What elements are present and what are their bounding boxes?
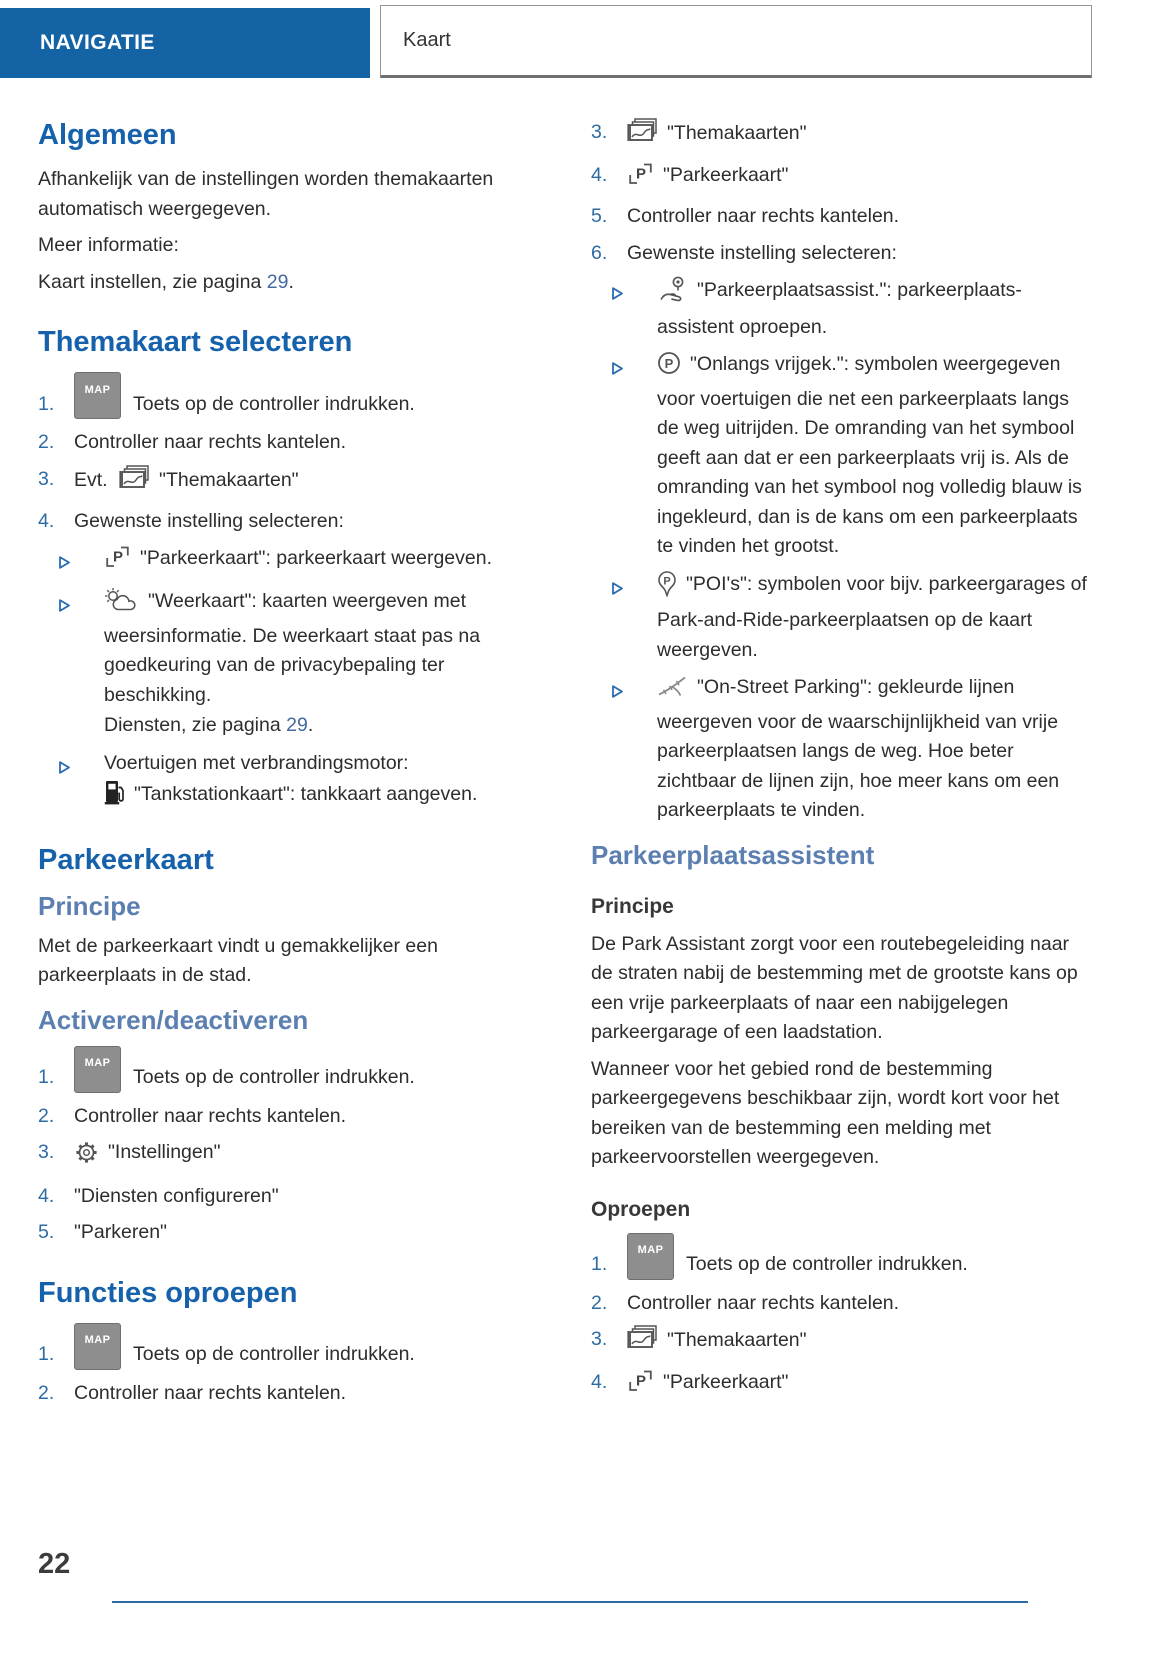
list-item-text: Gewenste instelling selecteren:: [627, 241, 897, 264]
on-street-parking-icon: [657, 674, 688, 708]
list-number: 3.: [591, 1328, 608, 1350]
paragraph-text: Diensten, zie pagina: [104, 714, 287, 736]
sub-item-body: [657, 570, 1088, 666]
list-item-text: Toets op de controller indrukken.: [686, 1253, 968, 1275]
list-item: [591, 239, 1088, 269]
list-number: 5.: [38, 1221, 55, 1243]
list-item-text: "Themakaarten": [667, 1329, 807, 1351]
list-item: [38, 1218, 535, 1248]
list-number: 4.: [38, 510, 55, 532]
weather-map-icon: [104, 587, 139, 622]
page-number: 22: [38, 1548, 71, 1580]
paragraph-text: .: [307, 714, 314, 736]
list-item: [38, 1379, 535, 1409]
heading-functies-oproepen: Functies oproepen: [38, 1276, 298, 1309]
list-number: 4.: [38, 1184, 55, 1207]
list-number: 4.: [591, 163, 608, 186]
list-number: 1.: [591, 1253, 608, 1275]
list-item-text: Gewenste instelling selecteren:: [74, 510, 344, 532]
list-item: [38, 1102, 535, 1132]
section-tab: [0, 8, 370, 78]
theme-maps-icon: [119, 465, 150, 501]
svg-text:P: P: [636, 1372, 647, 1389]
list-item-text: Controller naar rechts kantelen.: [74, 1381, 347, 1404]
list-item-text: "Parkeren": [74, 1221, 167, 1243]
triangle-marker-icon: [611, 275, 657, 342]
list-item-text: Controller naar rechts kantelen.: [74, 431, 347, 453]
list-item-text: Toets op de controller indrukken.: [133, 1343, 415, 1365]
list-number: 3.: [591, 121, 608, 143]
heading-parkeerkaart: Parkeerkaart: [38, 843, 214, 876]
triangle-marker-icon: [611, 673, 657, 826]
list-number: 2.: [591, 1291, 608, 1314]
triangle-marker-icon: [58, 749, 104, 815]
triangle-marker-icon: [611, 350, 657, 562]
list-number: 1.: [38, 392, 55, 415]
sub-list-item: [38, 544, 535, 580]
list-number: 2.: [38, 431, 55, 453]
list-item: [38, 1182, 535, 1212]
svg-text:P: P: [113, 548, 124, 565]
list-number: 3.: [38, 467, 55, 490]
sub-list-item: [591, 570, 1088, 666]
svg-text:P: P: [664, 355, 674, 371]
list-item: [38, 428, 535, 458]
list-number: 5.: [591, 205, 608, 227]
sub-item-text: "Parkeerplaatsassist.": parkeerplaatsassistent oproepen.: [657, 279, 1022, 338]
map-button-icon: MAP: [74, 1323, 121, 1370]
sub-item-note: [104, 711, 535, 741]
sub-item-text: "Weerkaart": kaarten weergeven met weersinformatie. De weerkaart staat pas na goedkeuring van de privacybepaling ter beschikking.: [104, 590, 481, 706]
triangle-marker-icon: [58, 587, 104, 741]
page-link[interactable]: 29: [286, 714, 308, 736]
list-number: 1.: [38, 1066, 55, 1088]
sub-list-item: [591, 275, 1088, 342]
recently-vacated-icon: [657, 351, 681, 385]
sub-item-note: [104, 779, 535, 815]
park-assist-icon: [657, 275, 688, 313]
parking-map-icon: [627, 1368, 654, 1403]
list-item-text: "Themakaarten": [159, 468, 299, 491]
paragraph: [38, 268, 535, 298]
list-item-text: Controller naar rechts kantelen.: [627, 1291, 900, 1314]
list-item: [38, 1323, 535, 1370]
chapter-label: Kaart: [403, 29, 451, 51]
sub-item-body: [657, 275, 1088, 342]
map-button-icon: MAP: [627, 1233, 674, 1280]
list-number: 1.: [38, 1343, 55, 1365]
list-item: [38, 507, 535, 537]
list-number: 3.: [38, 1141, 55, 1163]
paragraph: Meer informatie:: [38, 234, 179, 256]
parking-map-icon: [627, 161, 654, 196]
list-item: [591, 118, 1088, 154]
list-item: [591, 1368, 1088, 1403]
gear-icon: [74, 1140, 99, 1175]
list-item: [591, 1325, 1088, 1361]
heading-principe: Principe: [38, 890, 141, 921]
list-item-text: "Parkeerkaart": [663, 1370, 789, 1393]
list-number: 6.: [591, 241, 608, 264]
sub-item-body: [104, 544, 535, 580]
poi-pin-icon: [657, 571, 677, 607]
paragraph: De Park Assistant zorgt voor een routebegeleiding naar de straten nabij de bestemming met de grootste kans op een vrije parkeerplaats of naar een nabijgelegen parkeergarage of een laadstation.: [591, 932, 1078, 1043]
right-column: [591, 112, 1088, 1409]
sub-item-text: "Tankstationkaart": tankkaart aangeven.: [134, 783, 478, 805]
paragraph-text: Kaart instellen, zie pagina: [38, 270, 267, 293]
heading-themakaart-selecteren: Themakaart selecteren: [38, 326, 353, 358]
chapter-box: [380, 5, 1092, 78]
sub-list-item: [591, 350, 1088, 562]
svg-text:P: P: [636, 165, 647, 182]
sub-item-text: "On-Street Parking": gekleurde lijnen weergeven voor de waarschijnlijkheid van vrije parkeerplaatsen langs de weg. Hoe beter zichtbaar de lijnen zijn, hoe meer kans om een parkeerplaats te vinden.: [657, 676, 1060, 821]
list-item: [591, 202, 1088, 232]
list-item-text: Toets op de controller indrukken.: [133, 1066, 415, 1088]
list-item: [591, 161, 1088, 196]
sub-item-text: "Onlangs vrijgek.": symbolen weergegeven voor voertuigen die net een parkeerplaats langs de weg uitrijden. De omranding van het symbool geeft aan dat er een parkeerplaats vrij is. Als de omranding van het symbool nog volledig blauw is ingekleurd, dan is de kans om een parkeerplaats te vinden het grootst.: [657, 353, 1082, 557]
list-item-text: "Themakaarten": [667, 122, 807, 144]
list-item: [591, 1289, 1088, 1319]
list-item-text: Controller naar rechts kantelen.: [74, 1104, 347, 1127]
paragraph: Wanneer voor het gebied rond de bestemming parkeergegevens beschikbaar zijn, wordt kort voor het bereiken van de bestemming een melding met parkeervoorstellen weergegeven.: [591, 1057, 1060, 1168]
sub-list-item: [591, 673, 1088, 826]
sub-list-item: [38, 749, 535, 815]
list-item: [591, 1233, 1088, 1280]
heading-principe: Principe: [591, 894, 674, 918]
list-item-text: Evt.: [74, 468, 108, 491]
list-item-text: Toets op de controller indrukken.: [133, 392, 415, 415]
parking-map-icon: [104, 544, 131, 579]
heading-parkeerplaatsassistent: Parkeerplaatsassistent: [591, 839, 875, 870]
sub-item-text: "POI's": symbolen voor bijv. parkeergarages of Park-and-Ride-parkeerplaatsen op de kaart weergeven.: [657, 572, 1087, 661]
map-button-icon: MAP: [74, 1046, 121, 1093]
sub-item-text: Voertuigen met verbrandingsmotor:: [104, 751, 409, 774]
svg-text:P: P: [663, 575, 671, 588]
list-item-text: "Parkeerkaart": [663, 163, 789, 186]
paragraph: Met de parkeerkaart vindt u gemakkelijker een parkeerplaats in de stad.: [38, 934, 438, 986]
section-label: NAVIGATIE: [40, 31, 155, 54]
paragraph: Afhankelijk van de instellingen worden themakaarten automatisch weergegeven.: [38, 168, 494, 220]
sub-item-body: [657, 350, 1088, 562]
list-number: 4.: [591, 1370, 608, 1393]
list-item: [38, 1046, 535, 1093]
theme-maps-icon: [627, 1325, 658, 1361]
page-link[interactable]: 29: [266, 270, 289, 293]
left-column: [38, 112, 535, 1415]
list-item: [38, 372, 535, 419]
heading-algemeen: Algemeen: [38, 119, 177, 151]
sub-list-item: [38, 587, 535, 741]
list-number: 2.: [38, 1104, 55, 1127]
list-item-text: Controller naar rechts kantelen.: [627, 205, 900, 227]
list-number: 2.: [38, 1381, 55, 1404]
triangle-marker-icon: [611, 570, 657, 666]
paragraph-text: .: [288, 270, 294, 293]
list-item: [38, 465, 535, 501]
triangle-marker-icon: [58, 544, 104, 580]
sub-item-text: "Parkeerkaart": parkeerkaart weergeven.: [140, 546, 493, 569]
fuel-station-icon: [104, 779, 125, 815]
theme-maps-icon: [627, 118, 658, 154]
sub-item-body: [104, 587, 535, 741]
sub-item-body: [104, 749, 535, 815]
heading-activeren-deactiveren: Activeren/deactiveren: [38, 1004, 309, 1035]
list-item-text: "Diensten configureren": [74, 1184, 279, 1207]
list-item: [38, 1138, 535, 1175]
heading-oproepen: Oproepen: [591, 1197, 691, 1221]
list-item-text: "Instellingen": [108, 1141, 221, 1163]
map-button-icon: MAP: [74, 372, 121, 419]
sub-item-body: [657, 673, 1088, 826]
footer-rule: [112, 1601, 1028, 1603]
